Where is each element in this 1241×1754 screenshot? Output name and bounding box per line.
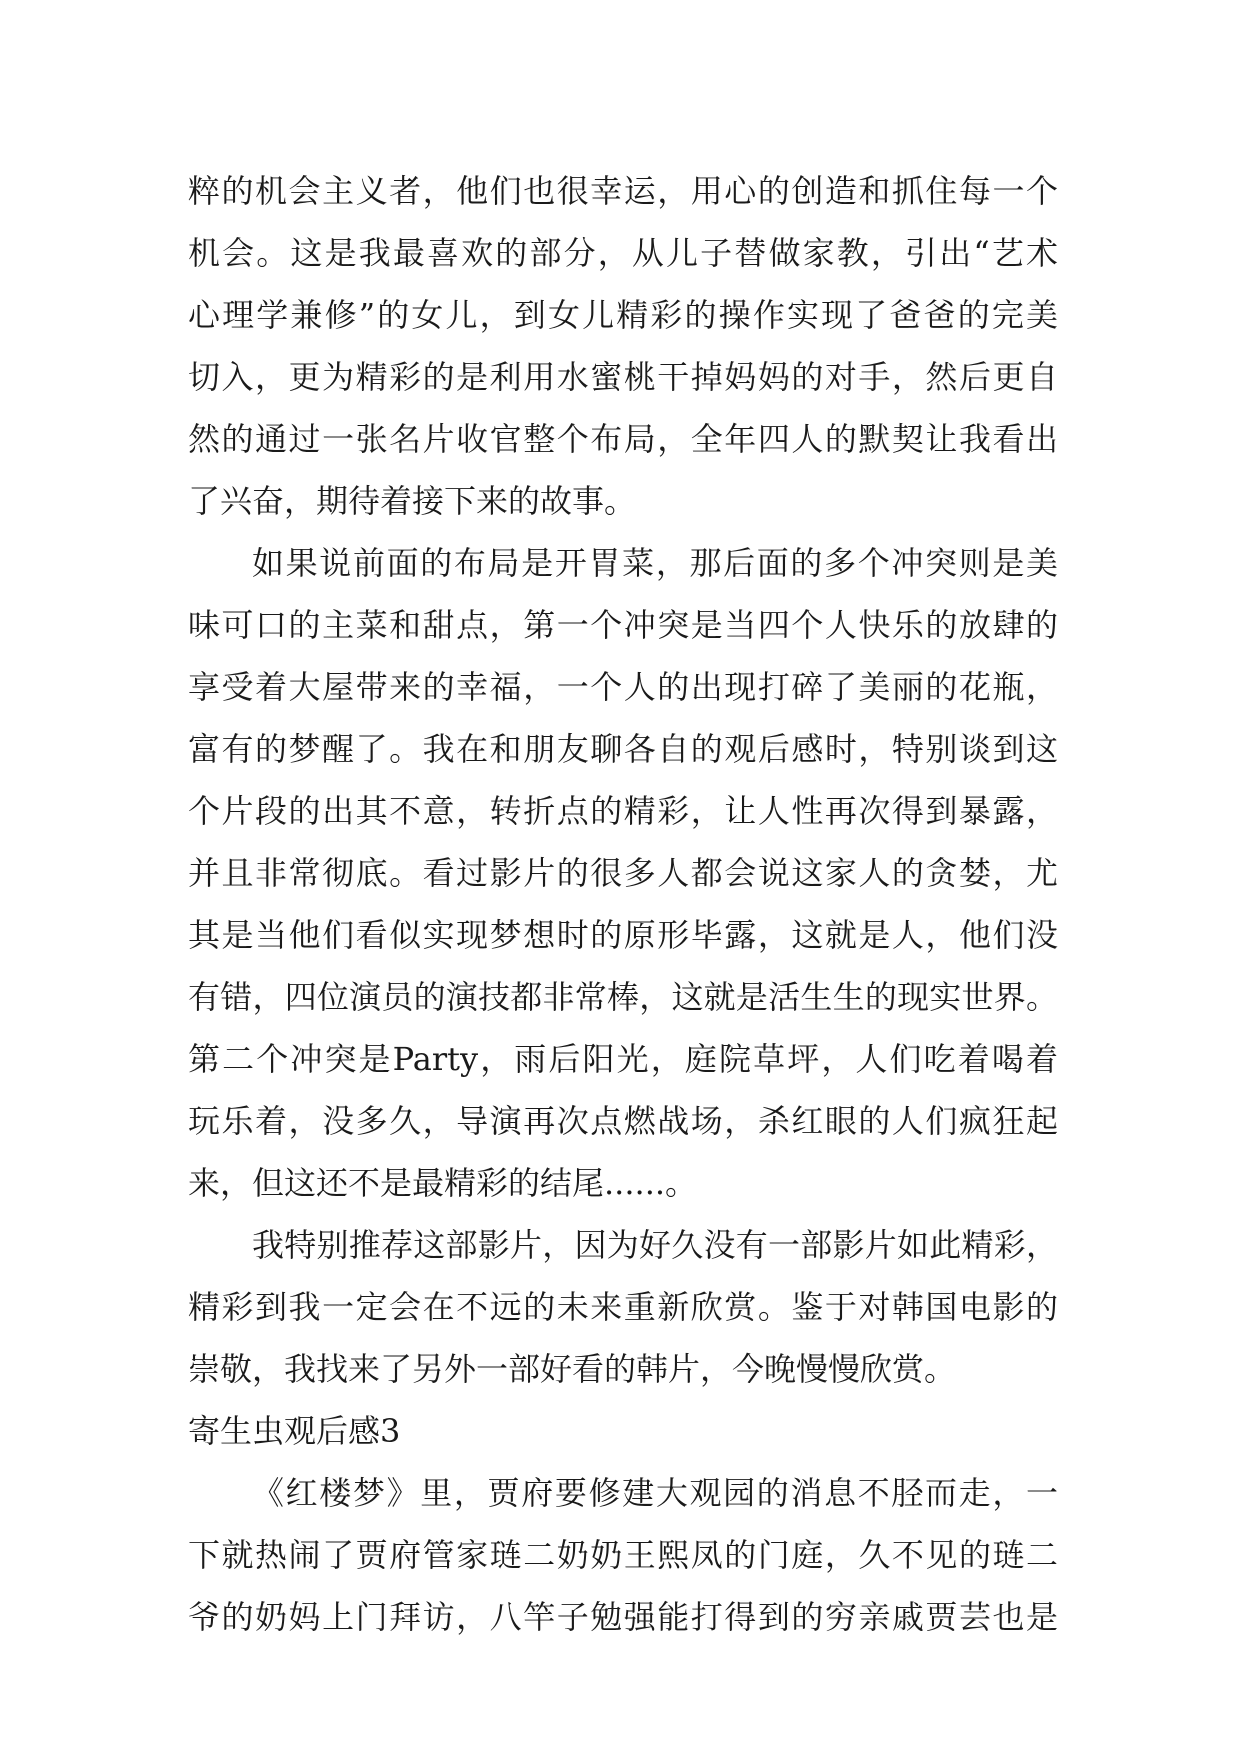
paragraph-line: 下就热闹了贾府管家琏二奶奶王熙凤的门庭，久不见的琏二 [188,1536,1058,1574]
paragraph-line: 其是当他们看似实现梦想时的原形毕露，这就是人，他们没 [188,916,1058,954]
paragraph-line: 切入，更为精彩的是利用水蜜桃干掉妈妈的对手，然后更自 [188,358,1058,396]
paragraph-line: 我特别推荐这部影片，因为好久没有一部影片如此精彩， [252,1226,1058,1264]
paragraph-line: 第二个冲突是Party，雨后阳光，庭院草坪，人们吃着喝着 [188,1040,1058,1078]
paragraph-line: 如果说前面的布局是开胃菜，那后面的多个冲突则是美 [252,544,1058,582]
paragraph-4 [188,1462,1058,1648]
paragraph-line: 了兴奋，期待着接下来的故事。 [188,482,637,520]
paragraph-line: 粹的机会主义者，他们也很幸运，用心的创造和抓住每一个 [188,172,1058,210]
paragraph-line: 然的通过一张名片收官整个布局，全年四人的默契让我看出 [188,420,1058,458]
paragraph-1 [188,160,1058,532]
paragraph-line: 来，但这还不是最精彩的结尾......。 [188,1164,698,1202]
paragraph-line: 享受着大屋带来的幸福，一个人的出现打碎了美丽的花瓶， [188,668,1058,706]
paragraph-line: 并且非常彻底。看过影片的很多人都会说这家人的贪婪，尤 [188,854,1058,892]
paragraph-line: 味可口的主菜和甜点，第一个冲突是当四个人快乐的放肆的 [188,606,1058,644]
paragraph-line: 心理学兼修”的女儿，到女儿精彩的操作实现了爸爸的完美 [188,296,1058,334]
paragraph-line: 玩乐着，没多久，导演再次点燃战场，杀红眼的人们疯狂起 [188,1102,1058,1140]
paragraph-line: 《红楼梦》里，贾府要修建大观园的消息不胫而走，一 [252,1474,1058,1512]
paragraph-3 [188,1214,1058,1400]
paragraph-2 [188,532,1058,1214]
section-heading: 寄生虫观后感3 [188,1412,401,1450]
paragraph-line: 富有的梦醒了。我在和朋友聊各自的观后感时，特别谈到这 [188,730,1058,768]
paragraph-line: 个片段的出其不意，转折点的精彩，让人性再次得到暴露， [188,792,1058,830]
paragraph-line: 崇敬，我找来了另外一部好看的韩片，今晚慢慢欣赏。 [188,1350,957,1388]
paragraph-line: 机会。这是我最喜欢的部分，从儿子替做家教，引出“艺术 [188,234,1058,272]
paragraph-line: 精彩到我一定会在不远的未来重新欣赏。鉴于对韩国电影的 [188,1288,1058,1326]
paragraph-line: 有错，四位演员的演技都非常棒，这就是活生生的现实世界。 [188,978,1058,1016]
document-body [188,160,1058,1648]
paragraph-line: 爷的奶妈上门拜访，八竿子勉强能打得到的穷亲戚贾芸也是 [188,1598,1058,1636]
